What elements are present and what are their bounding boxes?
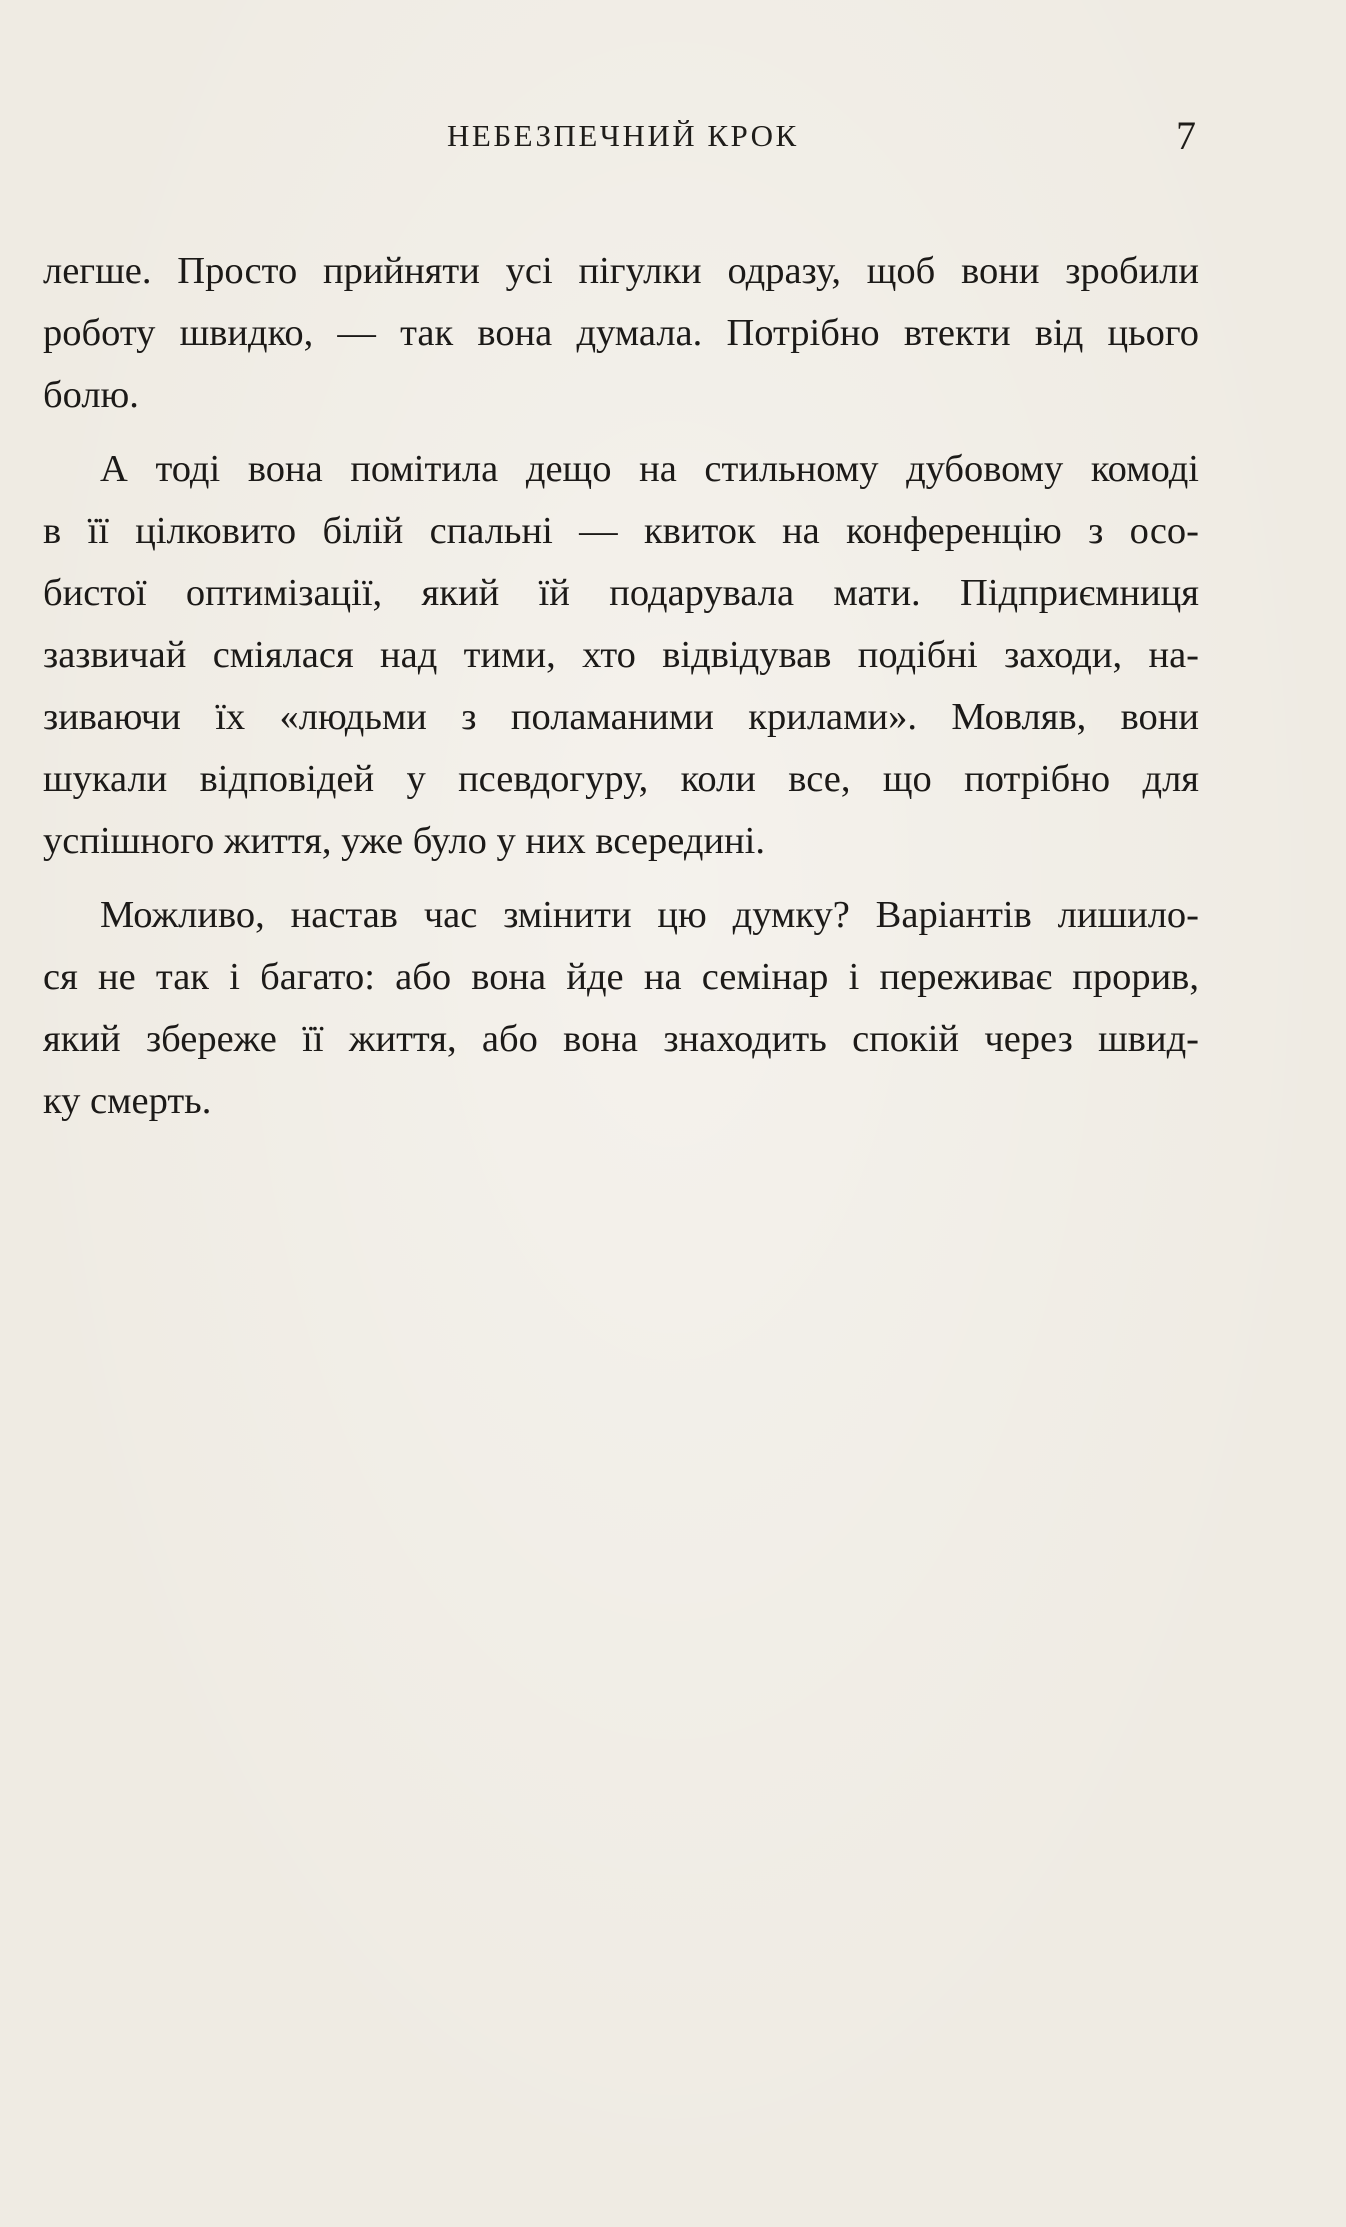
paragraph-1 [43,240,1199,426]
paragraph-2 [43,438,1199,872]
text-line: який збереже її життя, або вона знаходить спокій через швид- [43,1018,1199,1060]
text-line: легше. Просто прийняти усі пігулки одразу, щоб вони зробили [43,250,1199,292]
text-line: ся не так і багато: або вона йде на семінар і переживає прорив, [43,956,1199,998]
text-line: шукали відповідей у псевдогуру, коли все, що потрібно для [43,758,1199,800]
text-line: Можливо, настав час змінити цю думку? Варіантів лишило- [100,894,1199,936]
text-line: зиваючи їх «людьми з поламаними крилами». Мовляв, вони [43,696,1199,738]
text-line: ку смерть. [43,1080,212,1122]
text-line: болю. [43,374,139,416]
text-line: успішного життя, уже було у них всередині. [43,820,765,862]
text-line: А тоді вона помітила дещо на стильному дубовому комоді [100,448,1199,490]
running-title: НЕБЕЗПЕЧНИЙ КРОК [447,118,799,153]
page-number: 7 [1176,113,1196,158]
body-text [43,240,1199,1144]
text-line: зазвичай сміялася над тими, хто відвідував подібні заходи, на- [43,634,1199,676]
text-line: бистої оптимізації, який їй подарувала мати. Підприємниця [43,572,1199,614]
paragraph-3 [43,884,1199,1132]
text-line: в її цілковито білій спальні — квиток на конференцію з осо- [43,510,1199,552]
text-line: роботу швидко, — так вона думала. Потрібно втекти від цього [43,312,1199,354]
running-header [0,113,1346,168]
